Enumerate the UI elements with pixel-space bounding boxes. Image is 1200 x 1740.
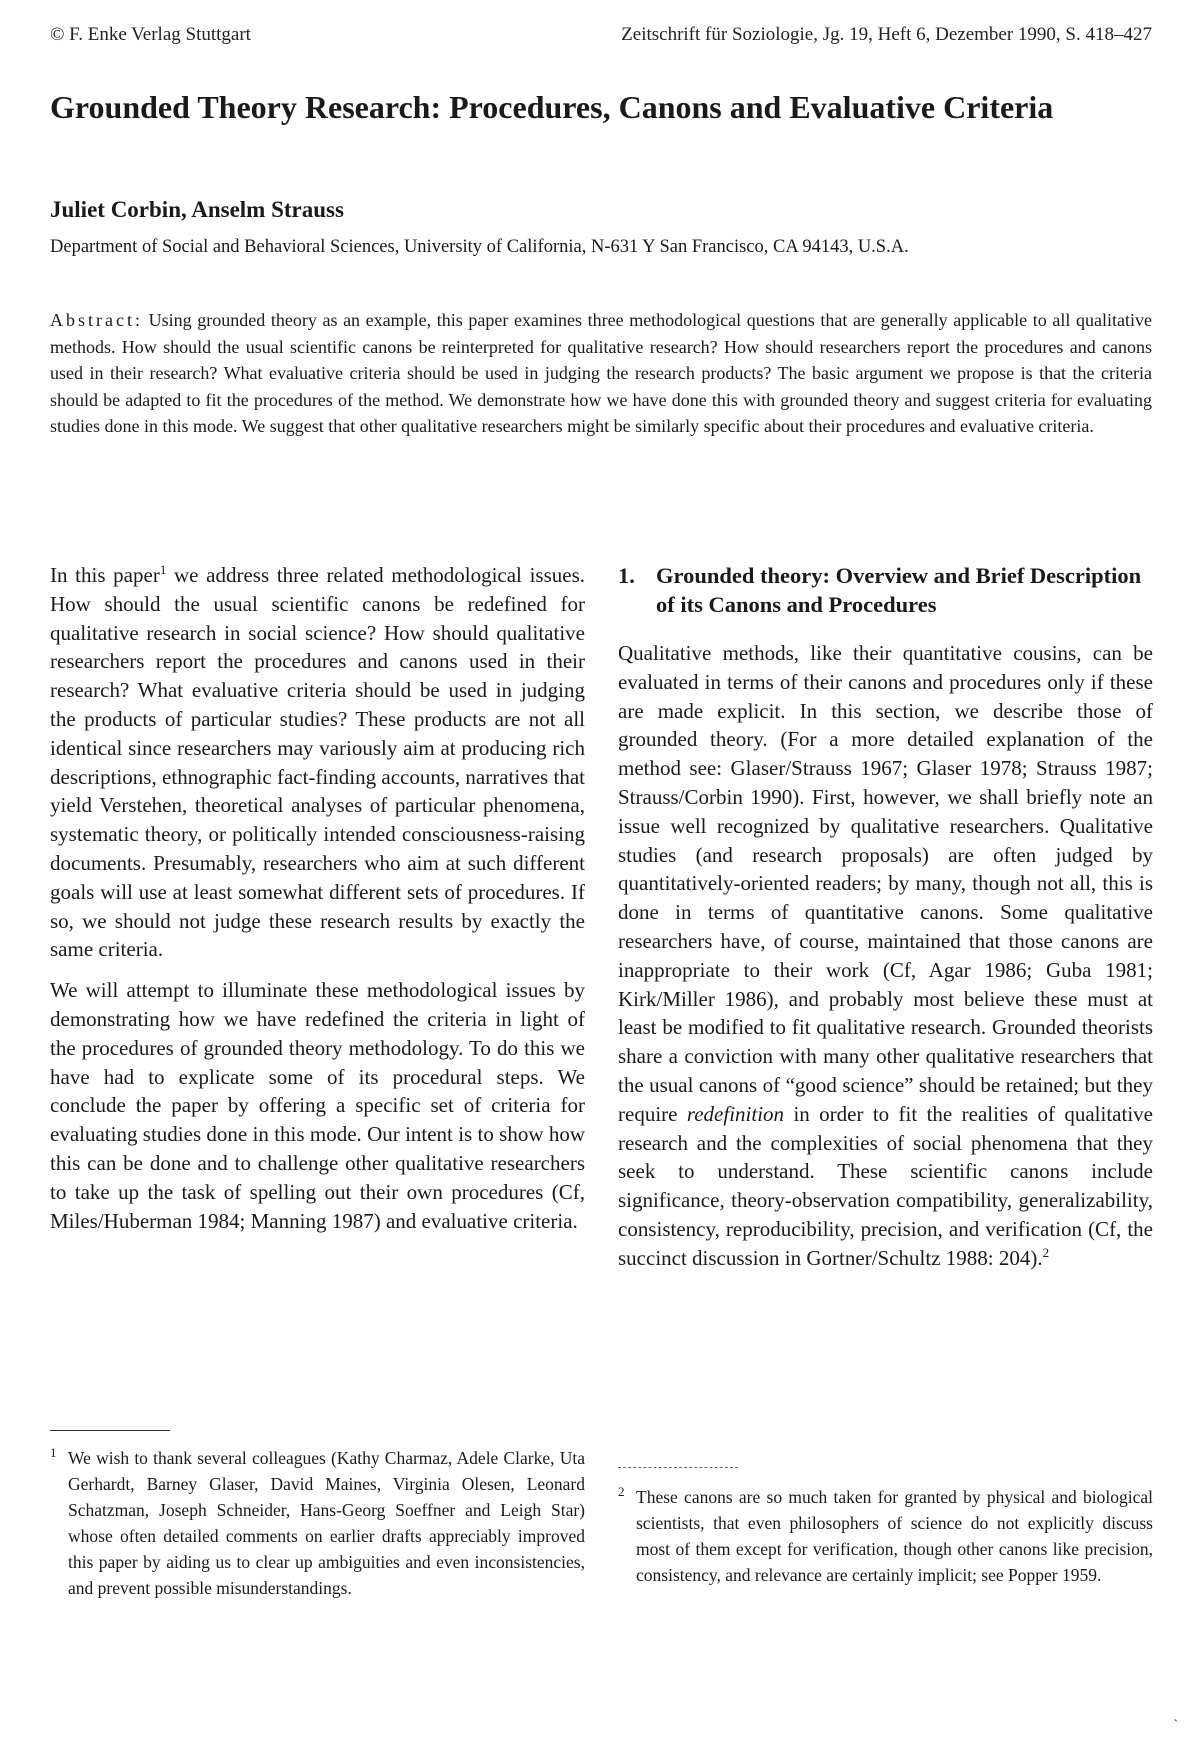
article-authors: Juliet Corbin, Anselm Strauss xyxy=(50,197,344,222)
intro-paragraph-2: We will attempt to illuminate these methodological issues by demonstrating how we have redefined the criteria in light of the procedures of grounded theory methodology. To do this we have had to explicate some of its procedural steps. We conclude the paper by offering a specific set of criteria for evaluating studies done in this mode. Our intent is to show how this can be done and to challenge other qualitative researchers to take up the task of spelling out their own procedures (Cf, Miles/Huberman 1984; Manning 1987) and evaluative criteria. xyxy=(50,978,585,1233)
emphasis-redefinition: redefinition xyxy=(686,1101,785,1126)
footnote-area-left xyxy=(50,1430,585,1601)
footnote-text-1: We wish to thank several colleagues (Kathy Charmaz, Adele Clarke, Uta Gerhardt, Barney Glaser, David Maines, Virginia Olesen, Leonard Schatzman, Joseph Schneider, Hans-Georg Soeffner and Leigh Star) whose often detailed comments on earlier drafts appreciably improved this paper by aiding us to clear up ambiguities and even inconsistencies, and prevent possible misunderstandings. xyxy=(68,1448,585,1598)
section-number: 1. xyxy=(618,563,635,588)
footnote-2 xyxy=(618,1484,1153,1588)
abstract-text: Using grounded theory as an example, this paper examines three methodological questions that are generally applicable to all qualitative methods. How should the usual scientific canons be reinterpreted for qualitative research? How should researchers report the procedures and canons used in their research? What evaluative criteria should be used in judging the research products? The basic argument we propose is that the criteria should be adapted to fit the procedures of the method. We demonstrate how we have done this with grounded theory and suggest criteria for evaluating studies done in this mode. We suggest that other qualitative researchers might be similarly specific about their procedures and evaluative criteria. xyxy=(50,310,1152,437)
intro-paragraph-1 xyxy=(50,561,585,964)
author-affiliation: Department of Social and Behavioral Sciences, University of California, N-631 Y San Francisco, CA 94143, U.S.A. xyxy=(50,237,909,257)
footnote-text-2: These canons are so much taken for granted by physical and biological scientists, that even philosophers of science do not explicitly discuss most of them except for verification, though other canons like precision, consistency, and relevance are certainly implicit; see Popper 1959. xyxy=(636,1487,1153,1585)
article-title: Grounded Theory Research: Procedures, Canons and Evaluative Criteria xyxy=(50,89,1054,125)
intro-text: we address three related methodological issues. How should the usual scientific canons be redefined for qualitative research in social science? How should qualitative researchers report the procedures and canons used in their research? What evaluative criteria should be used in judging the products of particular studies? These products are not all identical since researchers may variously aim at producing rich descriptions, ethnographic fact-finding accounts, narratives that yield Verstehen, theoretical analyses of particular phenomena, systematic theory, or politically intended consciousness-raising documents. Presumably, researchers who aim at such different goals will use at least somewhat different sets of procedures. If so, we should not judge these research results by exactly the same criteria. xyxy=(50,563,585,962)
abstract-label: Abstract: xyxy=(50,310,143,330)
section-text-2: in order to fit the realities of qualitative research and the complexities of social phenomena that they seek to understand. These scientific canons include significance, theory-observation compatibility, generalizability, consistency, reproducibility, precision, and verification (Cf, the succinct discussion in Gortner/Schultz 1988: 204). xyxy=(618,1101,1153,1270)
publisher-line: © F. Enke Verlag Stuttgart xyxy=(50,24,251,45)
right-column xyxy=(618,561,1153,1285)
footnote-1 xyxy=(50,1445,585,1601)
journal-citation: Zeitschrift für Soziologie, Jg. 19, Heft 6, Dezember 1990, S. 418–427 xyxy=(621,24,1152,45)
footnote-rule-right xyxy=(618,1467,738,1468)
intro-lead: In this paper xyxy=(50,563,160,587)
footnote-area-right xyxy=(618,1467,1153,1588)
section-heading xyxy=(618,561,1153,619)
page-corner-mark: ` xyxy=(1173,1718,1178,1733)
footnote-ref-2: 2 xyxy=(1042,1244,1050,1260)
left-column xyxy=(50,561,585,1247)
footnote-rule xyxy=(50,1430,170,1431)
section-paragraph-1 xyxy=(618,639,1153,1273)
footnote-mark-2: 2 xyxy=(618,1484,625,1499)
section-title: Grounded theory: Overview and Brief Description of its Canons and Procedures xyxy=(656,563,1142,617)
abstract xyxy=(50,307,1152,440)
section-text-1: Qualitative methods, like their quantitative cousins, can be evaluated in terms of their canons and procedures only if these are made explicit. In this section, we describe those of grounded theory. (For a more detailed explanation of the method see: Glaser/Strauss 1967; Glaser 1978; Strauss 1987; Strauss/Corbin 1990). First, however, we shall briefly note an issue well recognized by qualitative researchers. Qualitative studies (and research proposals) are often judged by quantitatively-oriented readers; by many, though not all, this is done in terms of quantitative canons. Some qualitative researchers have, of course, maintained that those canons are inappropriate to their work (Cf, Agar 1986; Guba 1981; Kirk/Miller 1986), and probably most believe these must at least be modified to fit qualitative research. Grounded theorists share a conviction with many other qualitative researchers that the usual canons of “good science” should be retained; but they require xyxy=(618,641,1153,1126)
footnote-mark-1: 1 xyxy=(50,1445,57,1460)
footnote-ref-1: 1 xyxy=(159,562,167,577)
